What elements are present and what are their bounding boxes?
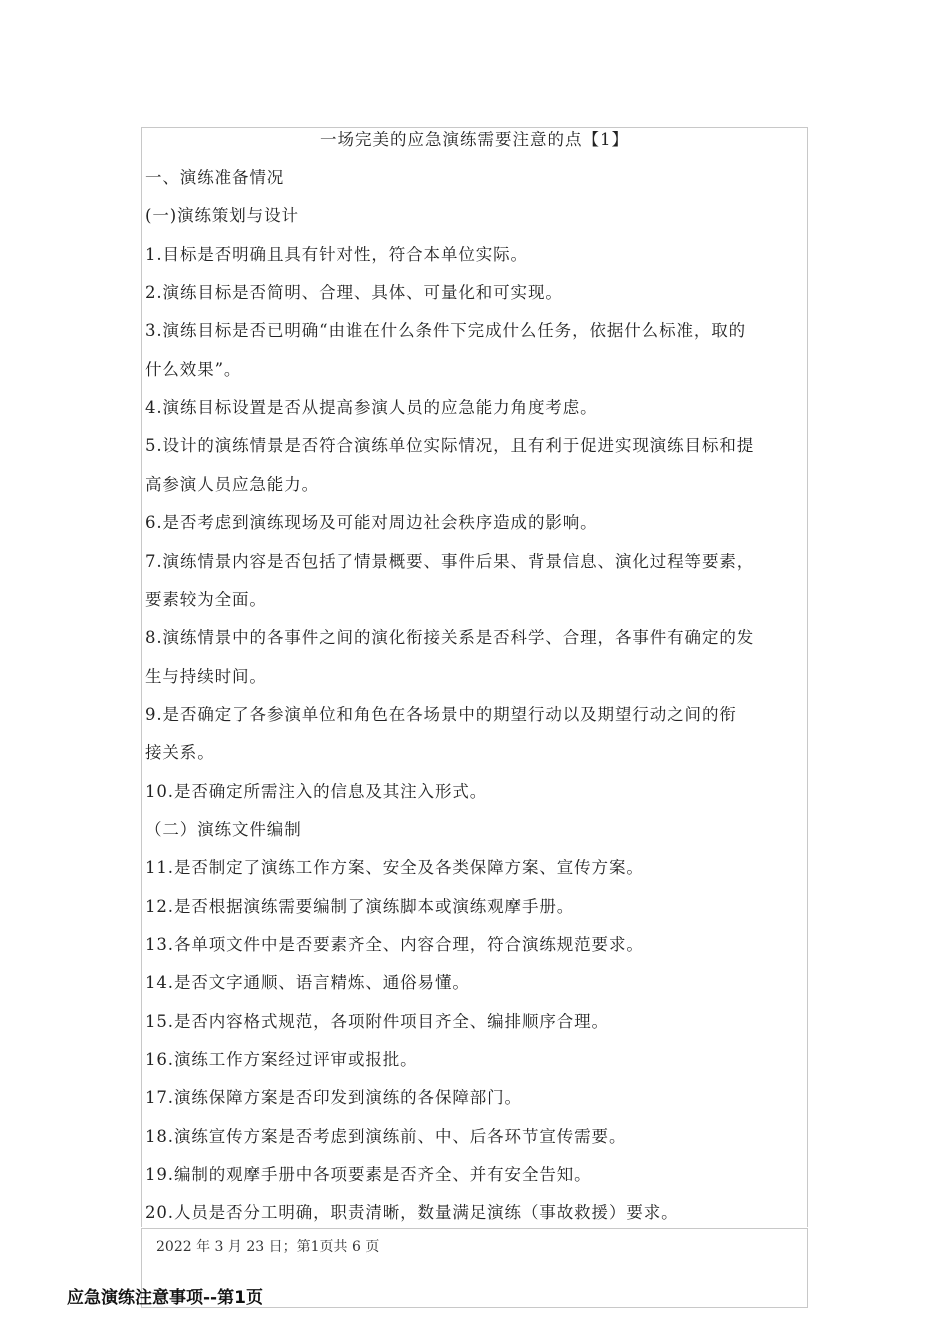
document-line: 14.是否文字通顺、语言精炼、通俗易懂。 — [145, 973, 470, 992]
document-line: 一、演练准备情况 — [145, 168, 285, 187]
document-line: 10.是否确定所需注入的信息及其注入形式。 — [145, 782, 488, 801]
document-line: 13.各单项文件中是否要素齐全、内容合理，符合演练规范要求。 — [145, 935, 644, 954]
footer-date: 2022 年 3 月 23 日；第1页共 6 页 — [156, 1239, 380, 1255]
document-line: 9.是否确定了各参演单位和角色在各场景中的期望行动以及期望行动之间的衔 — [145, 705, 737, 724]
document-line: 生与持续时间。 — [145, 667, 267, 686]
document-line: 11.是否制定了演练工作方案、安全及各类保障方案、宣传方案。 — [145, 858, 644, 877]
document-line: 20.人员是否分工明确，职责清晰，数量满足演练（事故救援）要求。 — [145, 1203, 679, 1222]
document-line: 16.演练工作方案经过评审或报批。 — [145, 1050, 418, 1069]
document-line: (一)演练策划与设计 — [145, 206, 299, 225]
document-line: 4.演练目标设置是否从提高参演人员的应急能力角度考虑。 — [145, 398, 598, 417]
page-label: 应急演练注意事项--第1页 — [67, 1288, 263, 1308]
document-line: 1.目标是否明确且具有针对性，符合本单位实际。 — [145, 245, 528, 264]
document-line: 5.设计的演练情景是否符合演练单位实际情况，且有利于促进实现演练目标和提 — [145, 436, 755, 455]
document-line: 19.编制的观摩手册中各项要素是否齐全、并有安全告知。 — [145, 1165, 592, 1184]
document-line: 6.是否考虑到演练现场及可能对周边社会秩序造成的影响。 — [145, 513, 598, 532]
document-line: 12.是否根据演练需要编制了演练脚本或演练观摩手册。 — [145, 897, 575, 916]
document-title: 一场完美的应急演练需要注意的点【1】 — [320, 130, 629, 149]
document-line: 18.演练宣传方案是否考虑到演练前、中、后各环节宣传需要。 — [145, 1127, 627, 1146]
document-line: 2.演练目标是否简明、合理、具体、可量化和可实现。 — [145, 283, 563, 302]
document-line: 高参演人员应急能力。 — [145, 475, 319, 494]
document-line: 7.演练情景内容是否包括了情景概要、事件后果、背景信息、演化过程等要素， — [145, 552, 755, 571]
document-line: 什么效果”。 — [145, 360, 242, 379]
document-line: 17.演练保障方案是否印发到演练的各保障部门。 — [145, 1088, 522, 1107]
document-line: 要素较为全面。 — [145, 590, 267, 609]
document-line: 8.演练情景中的各事件之间的演化衔接关系是否科学、合理，各事件有确定的发 — [145, 628, 755, 647]
document-line: 15.是否内容格式规范，各项附件项目齐全、编排顺序合理。 — [145, 1012, 609, 1031]
document-line: 接关系。 — [145, 743, 215, 762]
document-line: （二）演练文件编制 — [145, 820, 302, 839]
document-line: 3.演练目标是否已明确“由谁在什么条件下完成什么任务，依据什么标准，取的 — [145, 321, 747, 340]
